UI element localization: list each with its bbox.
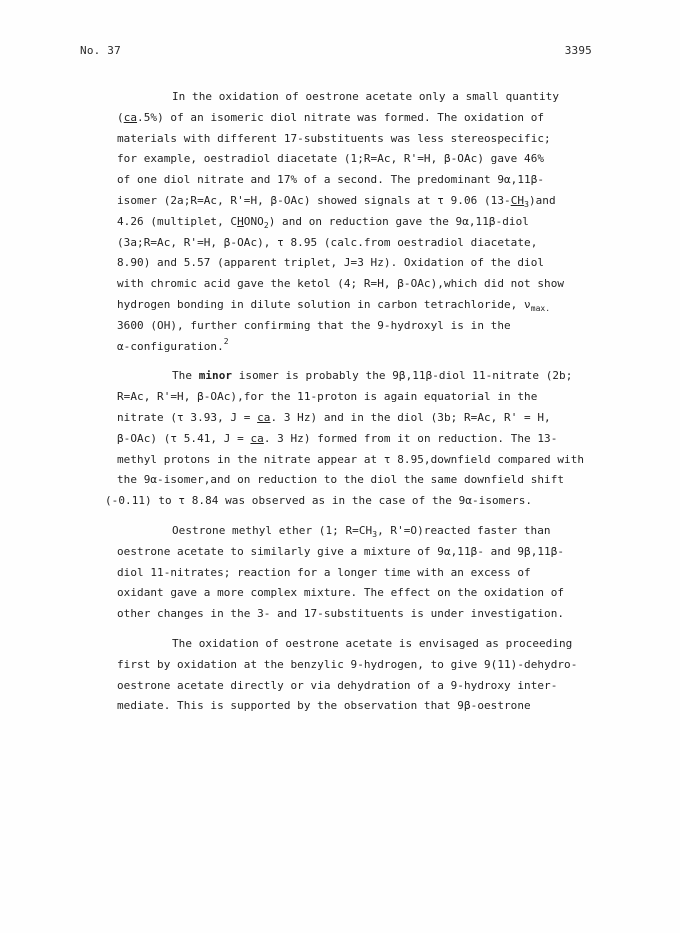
text-line: first by oxidation at the benzylic 9-hydrogen, to give 9(11)-dehydro- xyxy=(117,657,578,671)
text-line: β-OAc) (τ 5.41, J = ca. 3 Hz) formed from it on reduction. The 13- xyxy=(117,431,558,445)
text-line: The oxidation of oestrone acetate is envisaged as proceeding xyxy=(172,636,573,650)
page-number: 3395 xyxy=(564,44,592,57)
text-line: R=Ac, R'=H, β-OAc),for the 11-proton is again equatorial in the xyxy=(117,390,538,404)
text-line: 8.90) and 5.57 (apparent triplet, J=3 Hz). Oxidation of the diol xyxy=(117,256,545,270)
text-line: the 9α-isomer,and on reduction to the diol the same downfield shift xyxy=(117,473,565,487)
text-line: diol 11-nitrates; reaction for a longer time with an excess of xyxy=(117,565,531,579)
text-line: oestrone acetate to similarly give a mixture of 9α,11β- and 9β,11β- xyxy=(117,544,565,558)
text-line: nitrate (τ 3.93, J = ca. 3 Hz) and in the diol (3b; R=Ac, R' = H, xyxy=(117,410,551,424)
text-line: with chromic acid gave the ketol (4; R=H, β-OAc),which did not show xyxy=(117,277,565,291)
text-line: 4.26 (multiplet, $CHONO_2$) and on reduction gave the 9α,11β-diol xyxy=(117,214,529,230)
text-line: isomer (2a;R=Ac, R'=H, β-OAc) showed signals at τ 9.06 $(13-CH_3)and$ xyxy=(117,193,556,209)
paragraph-2 xyxy=(105,366,592,512)
text-line: 3600 (OH), further confirming that the 9-hydroxyl is in the xyxy=(117,318,511,332)
text-line: oxidant gave a more complex mixture. The effect on the oxidation of xyxy=(117,586,565,600)
text-line: In the oxidation of oestrone acetate only a small quantity xyxy=(172,90,560,103)
article-body xyxy=(105,87,592,717)
text-line: (3a;R=Ac, R'=H, β-OAc), τ 8.95 (calc.from oestradiol diacetate, xyxy=(117,235,538,249)
text-line: for example, oestradiol diacetate (1;R=Ac, R'=H, β-OAc) gave 46% xyxy=(117,152,545,166)
text-line: (-0.11) to τ 8.84 was observed as in the case of the 9α-isomers. xyxy=(105,494,533,508)
text-line: other changes in the 3- and 17-substituents is under investigation. xyxy=(117,607,565,621)
paragraph-1 xyxy=(117,87,592,357)
text-line: hydrogen bonding in dilute solution in carbon tetrachloride, $\nu_{max.}$ xyxy=(117,297,551,313)
text-line: oestrone acetate directly or via dehydration of a 9-hydroxy inter- xyxy=(117,678,558,692)
text-line: of one diol nitrate and 17% of a second. The predominant 9α,11β- xyxy=(117,173,545,187)
text-line: The minor isomer is probably the 9β,11β-diol 11-nitrate (2b; xyxy=(172,369,573,383)
text-line: methyl protons in the nitrate appear at τ 8.95,downfield compared with xyxy=(117,452,585,466)
text-line: Oestrone methyl ether (1; $R=CH_3$, R'=O)reacted faster than xyxy=(172,523,551,539)
paragraph-3 xyxy=(117,521,592,625)
text-line: (ca.5%) of an isomeric diol nitrate was formed. The oxidation of xyxy=(117,110,545,124)
page-header-issue: No. 37 xyxy=(80,44,121,57)
text-line: α-configuration.$^2$ xyxy=(117,336,229,353)
paragraph-4 xyxy=(117,634,592,717)
text-line: mediate. This is supported by the observation that 9β-oestrone xyxy=(117,699,531,713)
text-line: materials with different 17-substituents was less stereospecific; xyxy=(117,131,551,145)
